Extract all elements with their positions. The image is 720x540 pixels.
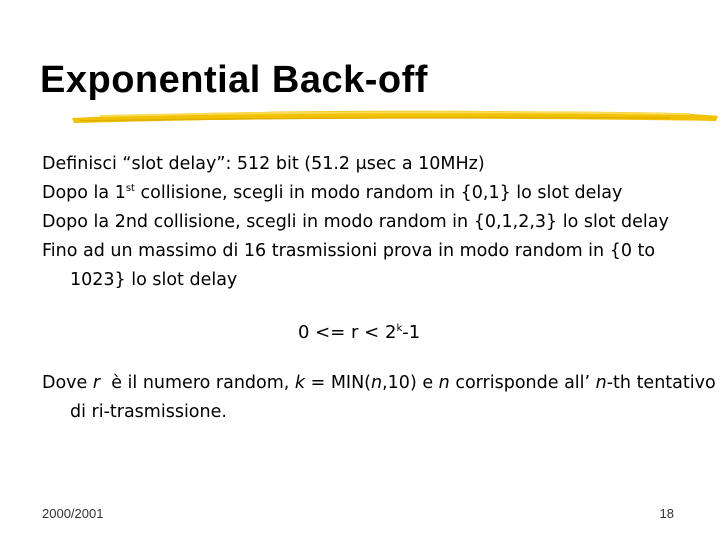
footer-page-number: 18 xyxy=(659,506,674,521)
bullet-first-collision: Dopo la 1st collisione, scegli in modo random in {0,1} lo slot delay xyxy=(42,183,623,203)
bullet-list xyxy=(42,150,682,295)
bullet-max-transmissions: Fino ad un massimo di 16 trasmissioni prova in modo random in {0 to 1023} lo slot delay xyxy=(42,241,656,290)
slide-title: Exponential Back-off xyxy=(40,59,428,101)
bullet-second-collision: Dopo la 2nd collisione, scegli in modo random in {0,1,2,3} lo slot delay xyxy=(42,212,669,232)
backoff-formula: $0 <= r < 2^k-1$ xyxy=(298,322,421,343)
footer-academic-year: 2000/2001 xyxy=(42,506,104,521)
bullet-slot-delay: Definisci “slot delay”: 512 bit (51.2 μsec a 10MHz) xyxy=(42,154,485,174)
mu-symbol: μ xyxy=(355,154,367,174)
title-underline-brushstroke xyxy=(70,106,720,126)
formula-explanation: Dove r è il numero random, k = MIN(n,10) e n corrisponde all’ n-th tentativo di ri-trasmissione. xyxy=(42,373,716,422)
